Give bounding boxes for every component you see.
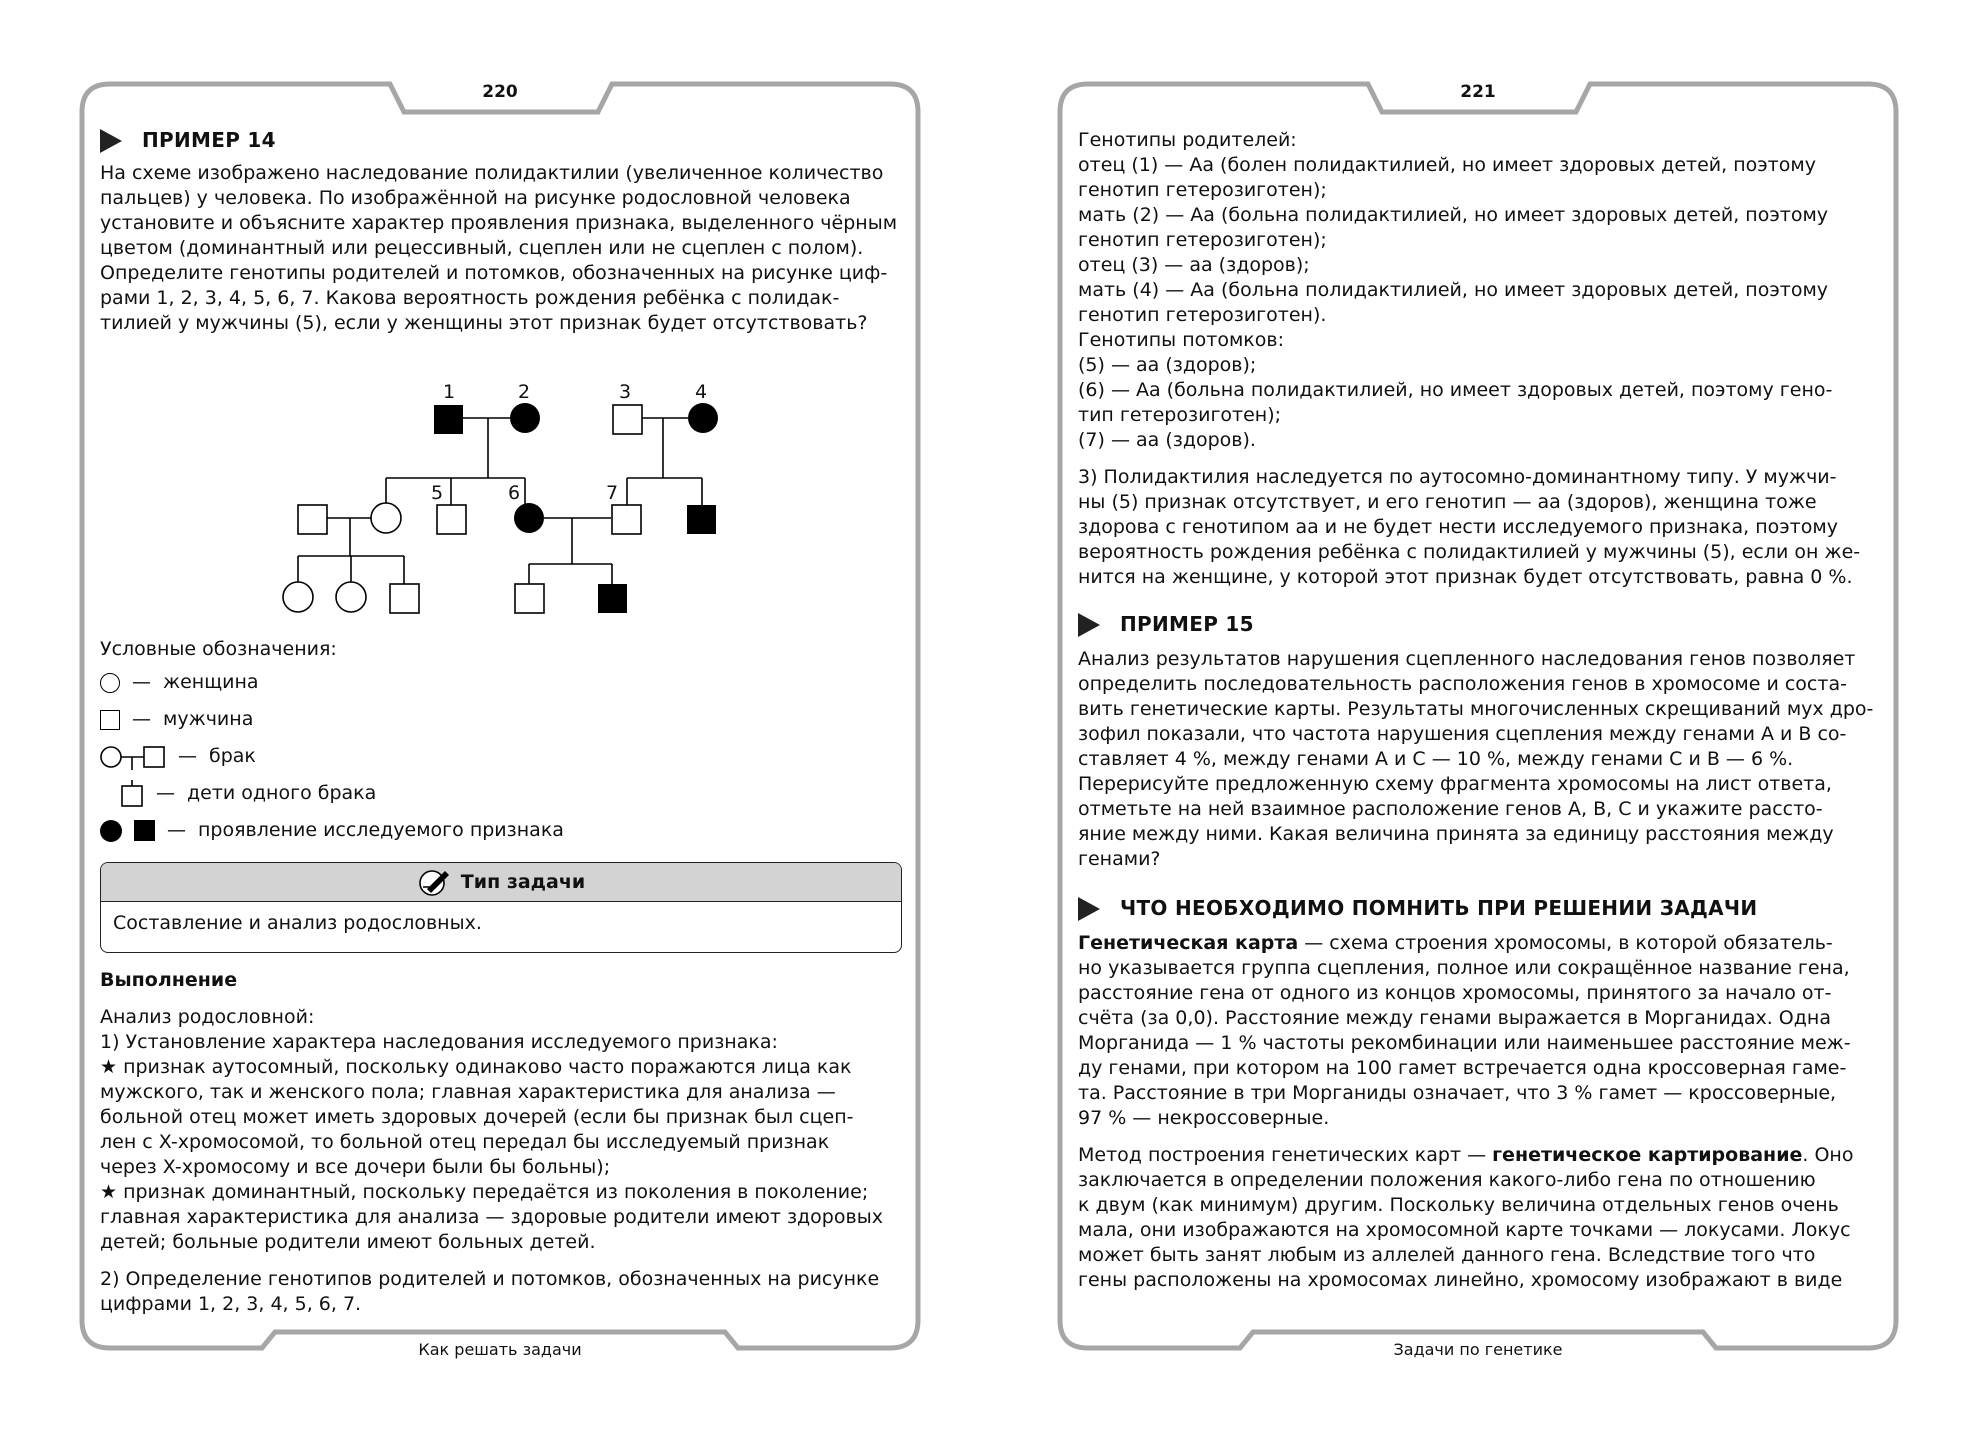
text-line: 97 % — некроссоверные.	[1078, 1107, 1330, 1129]
term-genetic-map: Генетическая карта	[1078, 932, 1299, 954]
text-line: мужского, так и женского пола; главная характеристика для анализа —	[100, 1081, 836, 1103]
solution	[100, 968, 900, 1317]
text-line: отец (3) — аа (здоров);	[1078, 254, 1310, 276]
text-line: (6) — Аа (больна полидактилией, но имеет здоровых детей, поэтому гено-	[1078, 379, 1833, 401]
pedigree-man-affected	[687, 505, 716, 534]
text-line: цифрами 1, 2, 3, 4, 5, 6, 7.	[100, 1293, 362, 1315]
play-triangle-icon	[1078, 897, 1100, 921]
task-type-box	[100, 862, 902, 953]
affected-man-symbol-icon	[134, 820, 155, 841]
text-line: генотип гетерозиготен).	[1078, 304, 1327, 326]
text-line: 1) Установление характера наследования исследуемого признака:	[100, 1031, 778, 1053]
pedigree-man	[515, 584, 544, 613]
text-line: Метод построения генетических карт — генетическое картирование. Оно	[1078, 1144, 1854, 1166]
step2-text	[100, 1267, 900, 1317]
text-line: мать (4) — Аа (больна полидактилией, но имеет здоровых детей, поэтому	[1078, 279, 1829, 301]
text-line: Морганида — 1 % частоты рекомбинации или наименьшее расстояние меж-	[1078, 1032, 1851, 1054]
text-line: Анализ результатов нарушения сцепленного наследования генов позволяет	[1078, 648, 1856, 670]
pedigree-woman-affected	[688, 403, 718, 433]
solution-title: Выполнение	[100, 969, 238, 991]
text-line: ★ признак доминантный, поскольку передаётся из поколения в поколение;	[100, 1181, 869, 1203]
text-line: главная характеристика для анализа — здоровые родители имеют здоровых	[100, 1206, 883, 1228]
text-line: к двум (как минимум) другим. Поскольку величина отдельных генов очень	[1078, 1194, 1839, 1216]
text-line: На схеме изображено наследование полидактилии (увеличенное количество	[100, 162, 884, 184]
children-symbol-icon	[112, 780, 156, 808]
text-line: Генотипы родителей:	[1078, 129, 1297, 151]
text-line: Генотипы потомков:	[1078, 329, 1284, 351]
text-line: та. Расстояние в три Морганиды означает, что 3 % гамет — кроссоверные,	[1078, 1082, 1837, 1104]
text-line: Генетическая карта — схема строения хромосомы, в которой обязатель-	[1078, 932, 1833, 954]
step3-text	[1078, 465, 1878, 590]
pedigree-label-7: 7	[606, 482, 619, 504]
pedigree-man-affected	[598, 584, 627, 613]
text-line: счёта (за 0,0). Расстояние между генами выражается в Морганидах. Одна	[1078, 1007, 1831, 1029]
text-line: отец (1) — Аа (болен полидактилией, но имеет здоровых детей, поэтому	[1078, 154, 1816, 176]
text-line: отметьте на ней взаимное расположение генов А, В, С и укажите рассто-	[1078, 798, 1823, 820]
pedigree-man	[613, 405, 642, 434]
right-page-content	[1078, 128, 1878, 1293]
pedigree-label-4: 4	[695, 381, 708, 403]
example-15-header: ПРИМЕР 15	[1078, 612, 1878, 637]
text-line: через X-хромосому и все дочери были бы больны);	[100, 1156, 611, 1178]
text-line: пальцев) у человека. По изображённой на рисунке родословной человека	[100, 187, 851, 209]
text-line: заключается в определении положения какого-либо гена по отношению	[1078, 1169, 1816, 1191]
pedigree-man-affected	[434, 405, 463, 434]
text-line: (5) — аа (здоров);	[1078, 354, 1257, 376]
pedigree-woman	[336, 582, 366, 612]
text-line: вероятность рождения ребёнка с полидактилией у мужчины (5), если он же-	[1078, 541, 1861, 563]
pedigree-woman	[371, 503, 401, 533]
legend	[100, 637, 920, 849]
mapping-paragraph	[1078, 1143, 1878, 1293]
right-footer: Задачи по генетике	[1393, 1340, 1563, 1359]
text-line: (7) — аа (здоров).	[1078, 429, 1256, 451]
text-line: нится на женщине, у которой этот признак будет отсутствовать, равна 0 %.	[1078, 566, 1853, 588]
genotype-text	[1078, 128, 1878, 453]
text-line: ★ признак аутосомный, поскольку одинаково часто поражаются лица как	[100, 1056, 852, 1078]
text-line: детей; больные родители имеют больных детей.	[100, 1231, 596, 1253]
left-footer: Как решать задачи	[418, 1340, 582, 1359]
pedigree-man	[390, 584, 419, 613]
text-line: зофил показали, что частота нарушения сцепления между генами А и В со-	[1078, 723, 1847, 745]
problem-15-text	[1078, 647, 1878, 872]
term-genetic-mapping: генетическое картирование	[1492, 1144, 1803, 1166]
text-line: лен с X-хромосомой, то больной отец передал бы исследуемый признак	[100, 1131, 830, 1153]
text-line: расстояние гена от одного из концов хромосомы, принятого за начало от-	[1078, 982, 1832, 1004]
legend-row-man: — мужчина	[100, 701, 920, 738]
text-line: 3) Полидактилия наследуется по аутосомно-доминантному типу. У мужчи-	[1078, 466, 1837, 488]
legend-title: Условные обозначения:	[100, 638, 337, 660]
right-page-number: 221	[1460, 82, 1496, 102]
text-line: генами?	[1078, 848, 1161, 870]
text-line: тип гетерозиготен);	[1078, 404, 1282, 426]
pedigree-label-1: 1	[443, 381, 456, 403]
text-line: ставляет 4 %, между генами А и С — 10 %, между генами С и В — 6 %.	[1078, 748, 1794, 770]
man-symbol-icon	[100, 710, 120, 730]
legend-row-children: — дети одного брака	[100, 775, 920, 812]
task-type-body: Составление и анализ родословных.	[113, 912, 482, 934]
text-line: определить последовательность расположения генов в хромосоме и соста-	[1078, 673, 1847, 695]
solution-text	[100, 1005, 900, 1255]
task-type-header: Тип задачи	[101, 863, 901, 902]
text-line: вить генетические карты. Результаты многочисленных скрещиваний мух дро-	[1078, 698, 1874, 720]
left-page-number: 220	[482, 82, 518, 102]
pedigree-label-5: 5	[431, 482, 444, 504]
text-line: мать (2) — Аа (больна полидактилией, но имеет здоровых детей, поэтому	[1078, 204, 1829, 226]
text-line: но указывается группа сцепления, полное или сокращённое название гена,	[1078, 957, 1850, 979]
pedigree-label-6: 6	[508, 482, 521, 504]
play-triangle-icon	[1078, 613, 1100, 637]
text-line: Перерисуйте предложенную схему фрагмента хромосомы на лист ответа,	[1078, 773, 1832, 795]
text-line: мала, они изображаются на хромосомной карте точками — локусами. Локус	[1078, 1219, 1851, 1241]
example-14-header: ПРИМЕР 14	[100, 128, 900, 153]
pedigree-man	[612, 505, 641, 534]
pen-circle-icon	[417, 867, 451, 897]
pedigree-man	[437, 505, 466, 534]
legend-row-woman: — женщина	[100, 664, 920, 701]
pedigree-woman	[283, 582, 313, 612]
text-line: рами 1, 2, 3, 4, 5, 6, 7. Какова вероятность рождения ребёнка с полидак-	[100, 287, 840, 309]
text-line: яние между ними. Какая величина принята за единицу расстояния между	[1078, 823, 1834, 845]
affected-woman-symbol-icon	[100, 820, 122, 842]
text-line: здорова с генотипом аа и не будет нести исследуемого признака, поэтому	[1078, 516, 1838, 538]
text-line: гены расположены на хромосомах линейно, хромосому изображают в виде	[1078, 1269, 1843, 1291]
pedigree-label-3: 3	[619, 381, 632, 403]
pedigree-man	[298, 505, 327, 534]
text-line: генотип гетерозиготен);	[1078, 179, 1327, 201]
remember-header: ЧТО НЕОБХОДИМО ПОМНИТЬ ПРИ РЕШЕНИИ ЗАДАЧИ	[1078, 896, 1878, 921]
text-line: 2) Определение генотипов родителей и потомков, обозначенных на рисунке	[100, 1268, 880, 1290]
pedigree-woman-affected	[510, 403, 540, 433]
text-line: цветом (доминантный или рецессивный, сцеплен или не сцеплен с полом).	[100, 237, 864, 259]
legend-row-marriage: — брак	[100, 738, 920, 775]
text-line: больной отец может иметь здоровых дочерей (если бы признак был сцеп-	[100, 1106, 854, 1128]
text-line: Анализ родословной:	[100, 1006, 315, 1028]
text-line: установите и объясните характер проявления признака, выделенного чёрным	[100, 212, 898, 234]
marriage-symbol-icon	[100, 744, 166, 770]
text-line: тилией у мужчины (5), если у женщины этот признак будет отсутствовать?	[100, 312, 868, 334]
pedigree-woman-affected	[514, 503, 544, 533]
text-line: Определите генотипы родителей и потомков, обозначенных на рисунке циф-	[100, 262, 888, 284]
text-line: может быть занят любым из аллелей данного гена. Вследствие того что	[1078, 1244, 1816, 1266]
genetic-map-paragraph	[1078, 931, 1878, 1131]
legend-row-trait: — проявление исследуемого признака	[100, 812, 920, 849]
text-line: ны (5) признак отсутствует, и его генотип — аа (здоров), женщина тоже	[1078, 491, 1817, 513]
pedigree-label-2: 2	[518, 381, 531, 403]
text-line: ду генами, при котором на 100 гамет встречается одна кроссоверная гаме-	[1078, 1057, 1847, 1079]
woman-symbol-icon	[100, 673, 120, 693]
text-line: генотип гетерозиготен);	[1078, 229, 1327, 251]
